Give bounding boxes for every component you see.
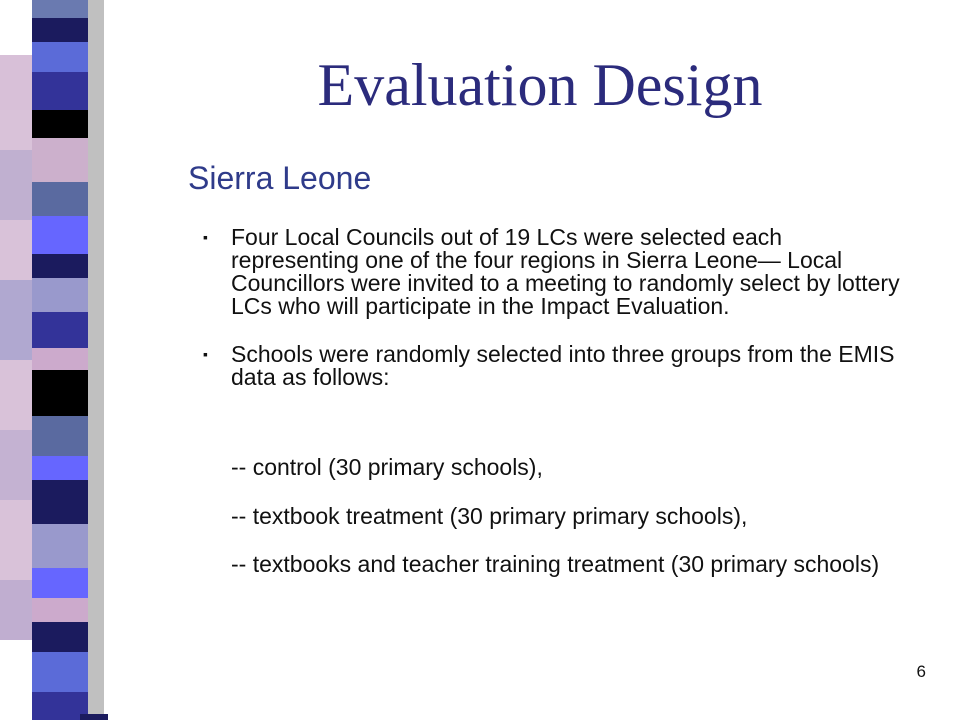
bullet-text: Schools were randomly selected into three groups from the EMIS data as follows: <box>231 341 895 390</box>
bullet-item <box>203 226 903 318</box>
slide-subtitle: Sierra Leone <box>188 160 372 196</box>
bullet-item <box>203 343 903 389</box>
square-bullet-icon: ▪ <box>203 229 208 245</box>
group-item-textbook-training: -- textbooks and teacher training treatment (30 primary schools) <box>231 551 880 577</box>
page-number: 6 <box>916 662 926 681</box>
group-item-control: -- control (30 primary schools), <box>231 454 543 480</box>
decorative-stripe-bar <box>0 0 110 720</box>
square-bullet-icon: ▪ <box>203 346 208 362</box>
bullet-text: Four Local Councils out of 19 LCs were selected each representing one of the four regions in Sierra Leone— Local Councillors were invited to a meeting to randomly select by lottery LCs who will participate in the Impact Evaluation. <box>231 224 900 319</box>
stripe-main-column <box>32 0 88 720</box>
bullet-list <box>203 226 903 414</box>
stripe-left-column <box>0 0 32 720</box>
group-item-textbook: -- textbook treatment (30 primary primary schools), <box>231 503 748 529</box>
slide-title: Evaluation Design <box>317 52 763 118</box>
